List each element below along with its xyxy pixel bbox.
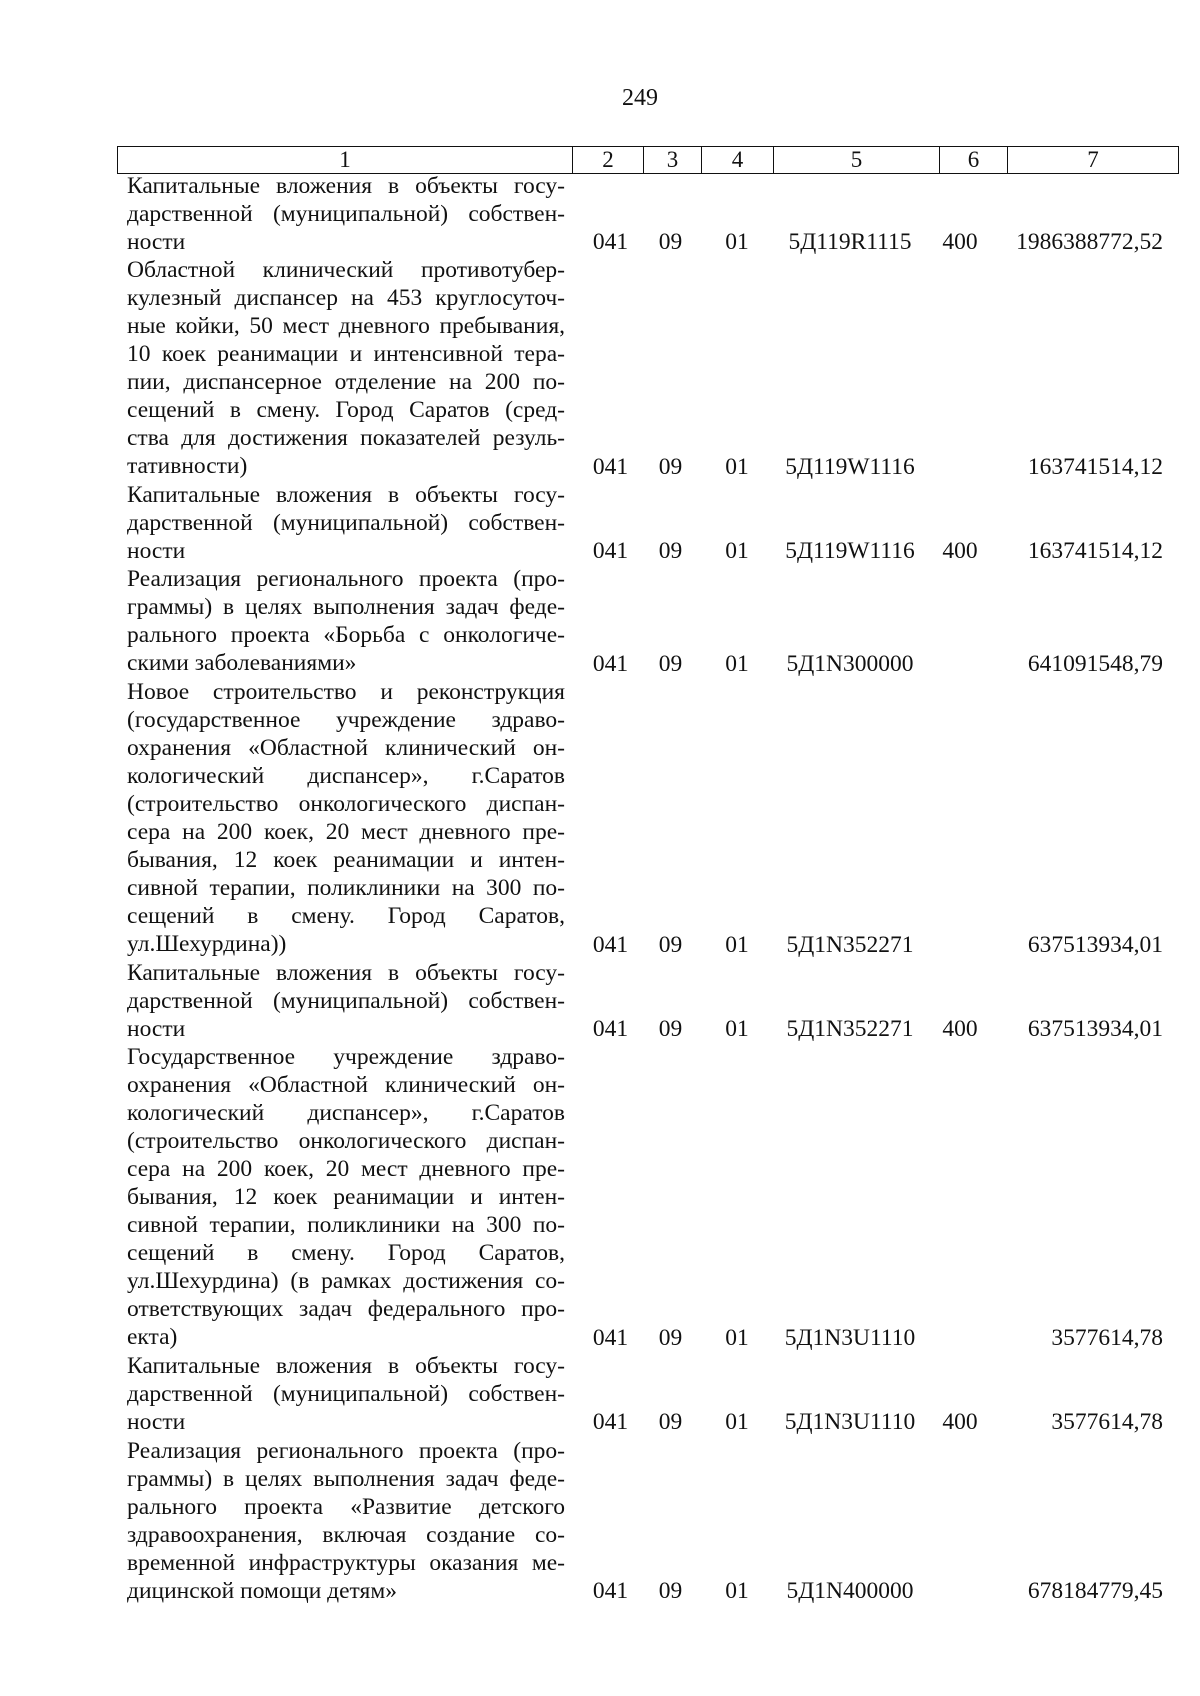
column-header-5: 5 bbox=[774, 147, 940, 174]
description-line: рального проекта «Борьба с онкологиче- bbox=[127, 622, 565, 649]
description-line: ул.Шехурдина)) bbox=[127, 930, 287, 957]
description-line: ства для достижения показателей резуль- bbox=[127, 425, 565, 452]
cell-c7: 3577614,78 bbox=[1051, 1325, 1163, 1352]
description-line: Государственное учреждение здраво- bbox=[127, 1044, 565, 1071]
cell-c3: 09 bbox=[658, 931, 683, 958]
cell-c2: 041 bbox=[592, 931, 629, 958]
description-line: кологический диспансер», г.Саратов bbox=[127, 762, 565, 789]
cell-c5: 5Д1N352271 bbox=[786, 1015, 914, 1042]
description-line: дарственной (муниципальной) собствен- bbox=[127, 987, 565, 1014]
cell-c6: 400 bbox=[942, 538, 978, 565]
description-line: сера на 200 коек, 20 мест дневного пре- bbox=[127, 1156, 565, 1183]
cell-c3: 09 bbox=[658, 1578, 683, 1604]
cell-c5: 5Д119R1115 bbox=[788, 229, 912, 256]
cell-c4: 01 bbox=[725, 1325, 749, 1352]
description-line: граммы) в целях выполнения задач феде- bbox=[127, 594, 565, 621]
cell-c4: 01 bbox=[725, 931, 749, 958]
description-line: (государственное учреждение здраво- bbox=[127, 706, 565, 733]
row-description bbox=[127, 678, 565, 958]
cell-c4: 01 bbox=[725, 650, 749, 677]
description-line: ные койки, 50 мест дневного пребывания, bbox=[127, 313, 565, 340]
description-line: сещений в смену. Город Саратов (сред- bbox=[127, 397, 565, 424]
cell-c7: 163741514,12 bbox=[1027, 453, 1163, 480]
description-line: сивной терапии, поликлиники на 300 по- bbox=[127, 874, 565, 901]
cell-c7: 678184779,45 bbox=[1027, 1578, 1163, 1604]
description-line: кулезный диспансер на 453 круглосуточ- bbox=[127, 285, 565, 312]
cell-c7: 3577614,78 bbox=[1051, 1409, 1163, 1436]
table-row bbox=[0, 959, 1200, 1043]
description-line: дицинской помощи детям» bbox=[127, 1577, 397, 1604]
row-description bbox=[127, 565, 565, 677]
table-row bbox=[0, 256, 1200, 481]
column-header-7: 7 bbox=[1008, 147, 1179, 174]
description-line: кологический диспансер», г.Саратов bbox=[127, 1100, 565, 1127]
description-line: дарственной (муниципальной) собствен- bbox=[127, 1381, 565, 1408]
cell-c5: 5Д1N400000 bbox=[786, 1578, 914, 1604]
cell-c4: 01 bbox=[725, 1409, 749, 1436]
cell-c2: 041 bbox=[592, 1015, 629, 1042]
cell-c6: 400 bbox=[942, 1015, 978, 1042]
cell-c3: 09 bbox=[658, 1325, 683, 1352]
description-line: сера на 200 коек, 20 мест дневного пре- bbox=[127, 818, 565, 845]
cell-c7: 637513934,01 bbox=[1027, 1015, 1163, 1042]
cell-c4: 01 bbox=[725, 538, 749, 565]
column-header-3: 3 bbox=[644, 147, 702, 174]
description-line: ности bbox=[127, 229, 186, 255]
row-description bbox=[127, 172, 565, 256]
page-number: 249 bbox=[622, 85, 658, 111]
cell-c5: 5Д1N3U1110 bbox=[784, 1325, 916, 1352]
cell-c7: 1986388772,52 bbox=[1016, 229, 1163, 256]
column-header-4: 4 bbox=[702, 147, 774, 174]
description-line: ности bbox=[127, 1409, 186, 1436]
cell-c2: 041 bbox=[592, 1578, 629, 1604]
row-description bbox=[127, 959, 565, 1043]
row-description bbox=[127, 1352, 565, 1436]
description-line: бывания, 12 коек реанимации и интен- bbox=[127, 1184, 565, 1211]
description-line: ности bbox=[127, 538, 186, 565]
cell-c2: 041 bbox=[592, 1409, 629, 1436]
row-description bbox=[127, 1437, 565, 1605]
description-line: дарственной (муниципальной) собствен- bbox=[127, 510, 565, 537]
row-description bbox=[127, 256, 565, 480]
description-line: ности bbox=[127, 1015, 186, 1042]
description-line: Капитальные вложения в объекты госу- bbox=[127, 959, 565, 986]
description-line: граммы) в целях выполнения задач феде- bbox=[127, 1465, 565, 1492]
cell-c5: 5Д119W1116 bbox=[785, 453, 915, 480]
cell-c2: 041 bbox=[592, 538, 629, 565]
cell-c4: 01 bbox=[725, 229, 749, 256]
cell-c3: 09 bbox=[658, 229, 683, 256]
cell-c3: 09 bbox=[658, 1015, 683, 1042]
cell-c4: 01 bbox=[725, 1015, 749, 1042]
description-line: (строительство онкологического диспан- bbox=[127, 1128, 565, 1155]
row-description bbox=[127, 1043, 565, 1351]
description-line: сещений в смену. Город Саратов, bbox=[127, 902, 565, 929]
cell-c7: 637513934,01 bbox=[1027, 931, 1163, 958]
description-line: ул.Шехурдина) (в рамках достижения со- bbox=[127, 1268, 565, 1295]
description-line: бывания, 12 коек реанимации и интен- bbox=[127, 846, 565, 873]
cell-c2: 041 bbox=[592, 453, 629, 480]
cell-c6: 400 bbox=[942, 1409, 978, 1436]
description-line: Капитальные вложения в объекты госу- bbox=[127, 482, 565, 509]
cell-c7: 641091548,79 bbox=[1027, 650, 1163, 677]
description-line: временной инфраструктуры оказания ме- bbox=[127, 1549, 565, 1576]
description-line: пии, диспансерное отделение на 200 по- bbox=[127, 369, 565, 396]
description-line: екта) bbox=[127, 1324, 178, 1351]
table-row bbox=[0, 481, 1200, 565]
cell-c5: 5Д1N352271 bbox=[786, 931, 914, 958]
cell-c4: 01 bbox=[725, 1578, 749, 1604]
description-line: Реализация регионального проекта (про- bbox=[127, 1437, 565, 1464]
cell-c6: 400 bbox=[942, 229, 978, 256]
cell-c3: 09 bbox=[658, 650, 683, 677]
description-line: 10 коек реанимации и интенсивной тера- bbox=[127, 341, 565, 368]
description-line: Капитальные вложения в объекты госу- bbox=[127, 173, 565, 199]
description-line: Областной клинический противотубер- bbox=[127, 257, 565, 284]
description-line: рального проекта «Развитие детского bbox=[127, 1493, 565, 1520]
description-line: охранения «Областной клинический он- bbox=[127, 734, 565, 761]
cell-c5: 5Д1N3U1110 bbox=[784, 1409, 916, 1436]
description-line: ответствующих задач федерального про- bbox=[127, 1296, 565, 1323]
cell-c5: 5Д1N300000 bbox=[786, 650, 914, 677]
description-line: дарственной (муниципальной) собствен- bbox=[127, 201, 565, 227]
table-row bbox=[0, 1043, 1200, 1352]
cell-c5: 5Д119W1116 bbox=[785, 538, 915, 565]
table-row bbox=[0, 678, 1200, 959]
description-line: сещений в смену. Город Саратов, bbox=[127, 1240, 565, 1267]
description-line: тативности) bbox=[127, 453, 248, 480]
description-line: Новое строительство и реконструкция bbox=[127, 678, 565, 705]
column-header-table bbox=[117, 146, 1179, 174]
description-line: (строительство онкологического диспан- bbox=[127, 790, 565, 817]
cell-c4: 01 bbox=[725, 453, 749, 480]
column-header-6: 6 bbox=[940, 147, 1008, 174]
description-line: Реализация регионального проекта (про- bbox=[127, 566, 565, 593]
column-header-2: 2 bbox=[573, 147, 644, 174]
cell-c2: 041 bbox=[592, 229, 629, 256]
table-row bbox=[0, 1437, 1200, 1606]
description-line: скими заболеваниями» bbox=[127, 650, 357, 677]
description-line: Капитальные вложения в объекты госу- bbox=[127, 1353, 565, 1380]
cell-c7: 163741514,12 bbox=[1027, 538, 1163, 565]
description-line: охранения «Областной клинический он- bbox=[127, 1072, 565, 1099]
row-description bbox=[127, 481, 565, 565]
cell-c3: 09 bbox=[658, 453, 683, 480]
table-row bbox=[0, 565, 1200, 677]
cell-c2: 041 bbox=[592, 1325, 629, 1352]
table-row bbox=[0, 172, 1200, 256]
description-line: сивной терапии, поликлиники на 300 по- bbox=[127, 1212, 565, 1239]
cell-c2: 041 bbox=[592, 650, 629, 677]
column-header-1: 1 bbox=[118, 147, 573, 174]
cell-c3: 09 bbox=[658, 1409, 683, 1436]
table-row bbox=[0, 1352, 1200, 1436]
cell-c3: 09 bbox=[658, 538, 683, 565]
description-line: здравоохранения, включая создание со- bbox=[127, 1521, 565, 1548]
